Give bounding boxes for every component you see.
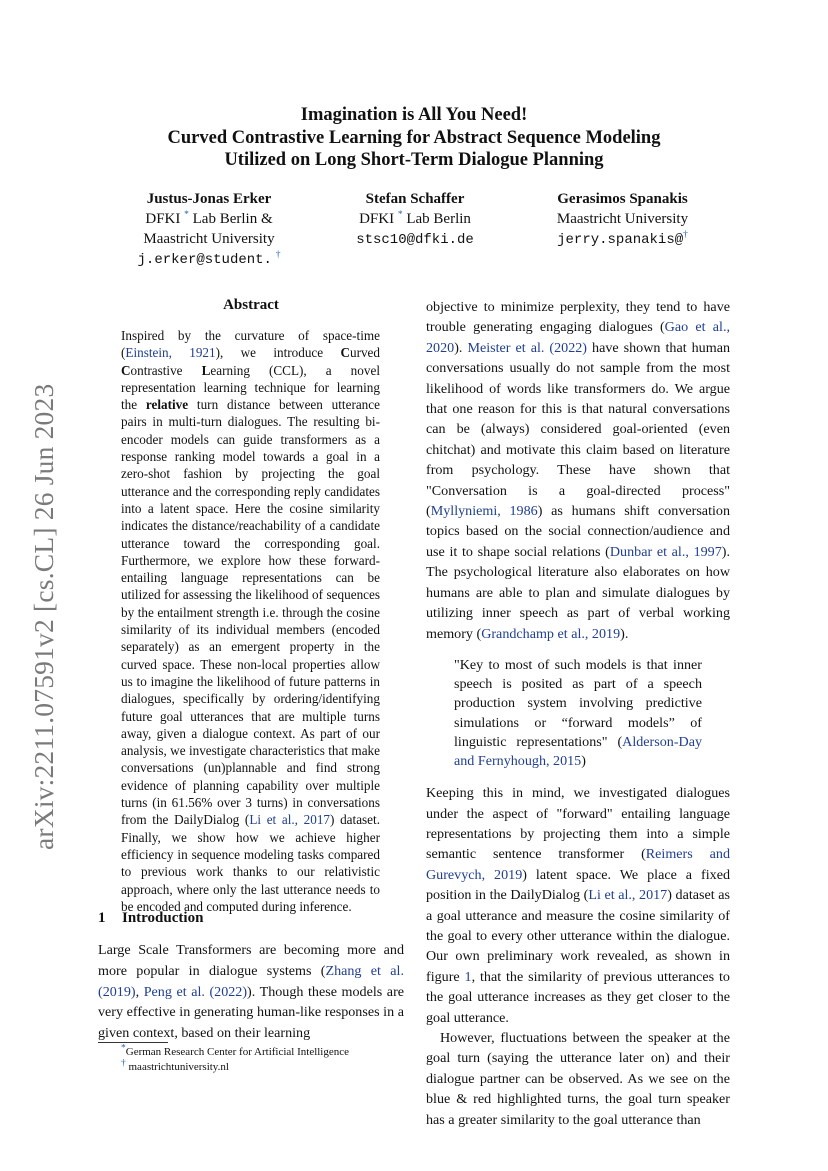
text: turn distance between utterance pairs in multi-turn dialogues. The resulting bi-encoder models can guide transformers as a response ranking model towards a goal in a zero-shot fashion by projecting the goal utterance and the corresponding reply candidates into a latent space. Here the cosine similarity indicates the distance/reachability of a candidate utterance toward the corresponding goal. Furthermore, we explore how these forward-entailing language representations can be utilized for assessing the likelihood of sequences by the entailment strength i.e. through the cosine similarity of its individual members (encoded separately) as an emergent property in the curved space. These non-local properties allow us to imagine the likelihood of future patterns in dialogues, specifically by ordering/identifying future goal utterances that are multiple turns away, given a dialogue context. As part of our analysis, we investigate characteristics that make conversations (un)plannable and find strong evidence of planning capability over multiple turns (in 61.56% over 3 turns) in conversations from the DailyDialog ( [121,397,380,828]
bold-text: C [340,345,350,361]
block-quote [454,656,702,771]
paper-title [0,104,828,172]
footnote-mark[interactable]: * [184,210,189,220]
intro-paragraph: However, fluctuations between the speaker at the goal turn (saying the utterance later on) and their dialogue partner can be observed. As we see on the blue & red highlighted turns, the goal turn speaker has a greater similarity to the goal utterance than [426,1030,730,1128]
affiliation-org: DFKI [145,211,181,227]
citation-link[interactable]: Zhang et al. (2019) [98,962,404,1000]
section-heading-introduction [98,910,203,927]
email-text: stsc10@dfki.de [356,232,474,248]
affiliation-org: DFKI [359,211,395,227]
footnote-divider [98,1042,168,1043]
text: ). The psychological literature also elaborates on how humans are able to plan and simulate dialogues by utilizing inner speech as part of verbal working memory ( [426,543,730,642]
text: , that the similarity of previous utterances to the goal utterance increases as they get closer to the goal utterance. [426,968,730,1026]
footnote-mark[interactable]: † [275,250,281,260]
text: ). [620,625,629,642]
text: Large Scale Transformers are becoming more and more popular in dialogue systems ( [98,942,404,979]
email-text: j.erker@student. [137,252,272,268]
section-title: Introduction [122,910,204,926]
citation-link[interactable]: Myllyniemi, 1986 [430,503,538,520]
text: earning (CCL), a novel representation learning technique for learning the [121,362,380,413]
text: ) dataset. Finally, we show how we achieve higher efficiency in sequence modeling tasks compared to previous work thanks to our relativistic approach, where only the last utterance needs to be encoded and computed during inference. [121,812,380,914]
text: ontrastive [130,362,202,378]
text: Inspired by the curvature of space-time ( [121,328,380,361]
citation-link[interactable]: Reimers and Gurevych, 2019 [426,846,730,883]
abstract-paragraph [121,327,380,915]
affiliation-rest: Lab Berlin & [192,211,273,227]
citation-link[interactable]: Li et al., 2017 [249,812,331,828]
text: ) as humans shift conversation topics based on the social connection/audience and use it to shape social relations ( [426,503,730,560]
author-affiliation-2: Maastricht University [143,231,275,247]
right-column [426,297,730,1130]
footnote-mark[interactable]: * [397,210,403,220]
figure-reference-link[interactable]: 1 [464,968,472,985]
footnote-1 [121,1045,411,1060]
text: ), we introduce [215,345,341,361]
author-block-2 [330,189,500,250]
footnote-2 [121,1060,411,1075]
text: ) [581,752,586,769]
text: ). Though these models are very effective in generating human-like responses in a given context, based on their learning [98,983,405,1042]
author-email [330,229,500,250]
title-line-1: Imagination is All You Need! [300,105,528,125]
citation-link[interactable]: Peng et al. (2022) [143,983,248,1000]
abstract-body [121,327,380,915]
footnote-text: maastrichtuniversity.nl [128,1061,229,1073]
citation-link[interactable]: Meister et al. (2022) [467,339,587,356]
intro-paragraph [426,297,730,644]
author-block-3 [535,189,710,250]
footnotes [121,1045,411,1075]
citation-link[interactable]: Alderson-Day and Fernyhough, 2015 [454,733,702,769]
citation-link[interactable]: Dunbar et al., 1997 [609,543,722,560]
intro-paragraph [98,940,404,1044]
bold-text: C [121,362,131,378]
text: objective to minimize perplexity, they tend to have trouble generating engaging dialogues ( [426,299,730,336]
bold-text: L [201,362,211,378]
footnote-mark[interactable]: † [683,230,688,240]
bold-text: relative [145,397,189,413]
intro-body [98,940,404,1044]
title-line-3: Utilized on Long Short-Term Dialogue Planning [224,150,604,170]
author-name: Justus-Jonas Erker [146,191,272,207]
intro-paragraph [426,783,730,1028]
text: ) latent space. We place a fixed position in the DailyDialog ( [426,866,730,904]
citation-link[interactable]: Li et al., 2017 [588,887,668,904]
footnote-mark: * [121,1043,126,1054]
abstract-heading: Abstract [223,297,279,313]
author-email [120,249,298,270]
author-email [535,229,710,250]
text: have shown that human conversations usually do not sample from the most likelihood of words like transformers do. We argue that one reason for this is that natural conversations can be (always) considered goal-oriented (even chitchat) and motivate this claim based on literature from psychology. These have shown that "Conversation is a goal-directed process" ( [426,339,730,520]
arxiv-identifier: arXiv:2211.07591v2 [cs.CL] 26 Jun 2023 [28,383,59,850]
email-text: jerry.spanakis@ [557,232,684,248]
citation-link[interactable]: Einstein, 1921 [125,345,216,361]
text: ) dataset as a goal utterance and measure the cosine similarity of the goal to every other utterance within the dialogue. Our own preliminary work revealed, as shown in figure [426,887,730,985]
author-name: Gerasimos Spanakis [557,191,688,207]
footnote-mark: † [121,1058,126,1069]
footnote-text: German Research Center for Artificial Intelligence [125,1046,350,1058]
citation-link[interactable]: Grandchamp et al., 2019 [481,625,621,642]
author-block-1 [120,189,298,270]
author-affiliation: Maastricht University [556,211,689,227]
text: , [135,983,144,1000]
title-line-2: Curved Contrastive Learning for Abstract Sequence Modeling [167,127,661,148]
author-affiliation [120,209,298,229]
author-affiliation [330,209,500,229]
text: "Key to most of such models is that inner speech is posited as part of a speech production system involving predictive simulations or “forward models” of linguistic representations" ( [454,656,702,750]
affiliation-rest: Lab Berlin [406,211,471,227]
section-number: 1 [98,910,106,926]
author-name: Stefan Schaffer [365,191,465,207]
text: urved [349,345,380,361]
citation-link[interactable]: Gao et al., 2020 [426,319,730,356]
text: Keeping this in mind, we investigated dialogues under the aspect of "forward" entailing language representations by projecting them into a simple semantic sentence transformer ( [426,785,730,863]
text: ). [454,339,468,356]
